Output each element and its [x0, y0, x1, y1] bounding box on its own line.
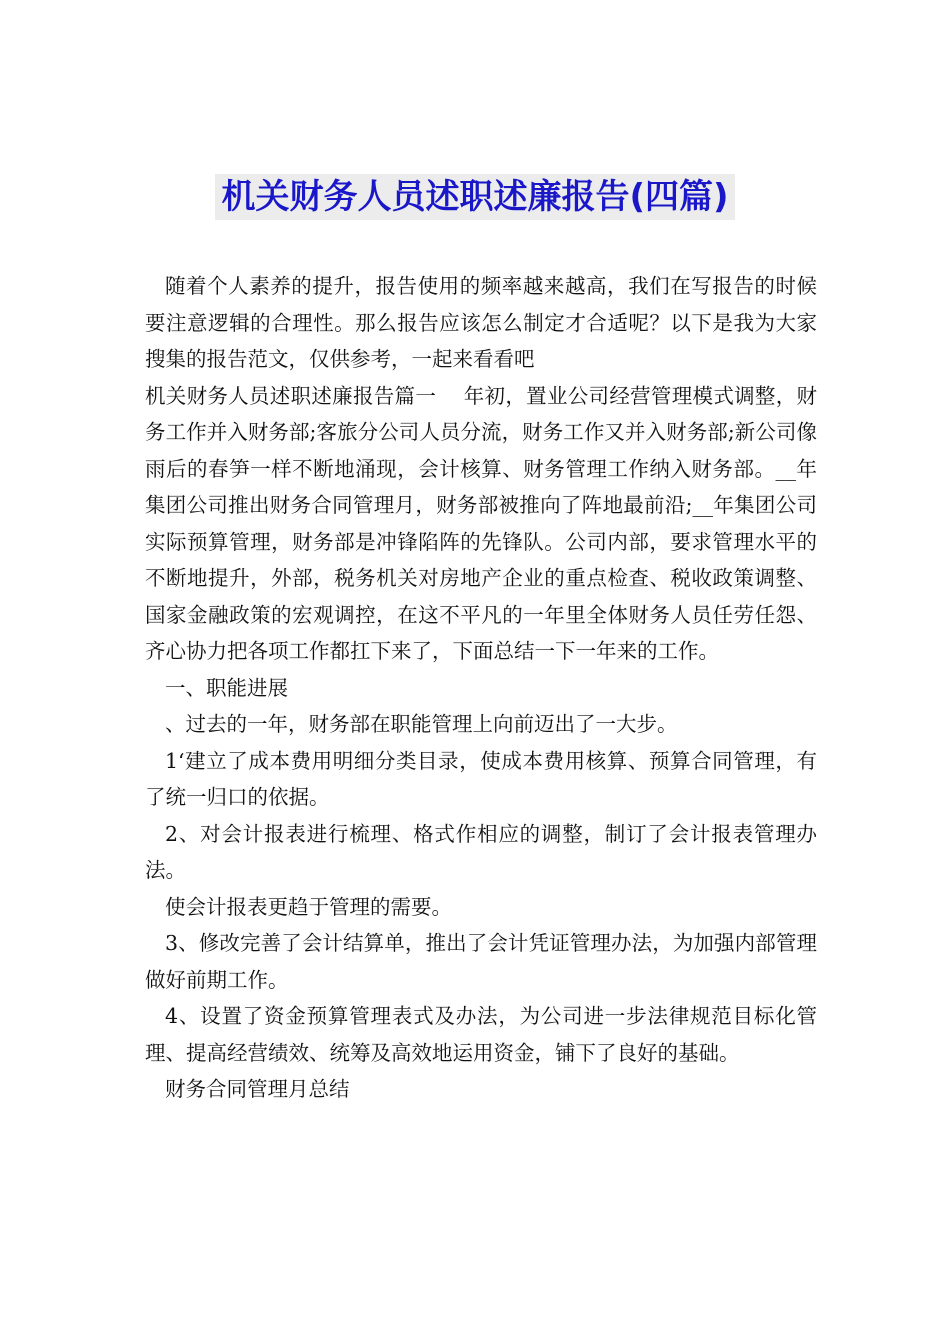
paragraph-contract-month: 财务合同管理月总结 — [165, 1077, 350, 1101]
section-heading-functions: 一、职能进展 — [165, 675, 288, 700]
document-body — [145, 268, 817, 1108]
paragraph-report-needs: 使会计报表更趋于管理的需要。 — [165, 894, 452, 919]
paragraph-intro: 随着个人素养的提升，报告使用的频率越来越高，我们在写报告的时候要注意逻辑的合理性。那么报告应该怎么制定才合适呢？以下是我为大家搜集的报告范文，仅供参考，一起来看看吧 — [145, 274, 817, 371]
list-item-4: 4、设置了资金预算管理表式及办法，为公司进一步法律规范目标化管理、提高经营绩效、统筹及高效地运用资金，铺下了良好的基础。 — [145, 1004, 817, 1065]
list-item-3: 3、修改完善了会计结算单，推出了会计凭证管理办法，为加强内部管理做好前期工作。 — [145, 931, 817, 992]
paragraph-past-year: 、过去的一年，财务部在职能管理上向前迈出了一大步。 — [165, 712, 678, 736]
document-title: 机关财务人员述职述廉报告(四篇) — [215, 174, 734, 220]
paragraph-report-one: 机关财务人员述职述廉报告篇一 年初，置业公司经营管理模式调整，财务工作并入财务部;客旅分公司人员分流，财务工作又并入财务部;新公司像雨后的春笋一样不断地涌现，会计核算、财务管理工作纳入财务部。__年集团公司推出财务合同管理月，财务部被推向了阵地最前沿;__年集团公司实际预算管理，财务部是冲锋陷阵的先锋队。公司内部，要求管理水平的不断地提升，外部，税务机关对房地产企业的重点检查、税收政策调整、国家金融政策的宏观调控，在这不平凡的一年里全体财务人员任劳任怨、齐心协力把各项工作都扛下来了，下面总结一下一年来的工作。 — [145, 383, 817, 663]
title-container — [0, 174, 950, 220]
list-item-1: 1‘建立了成本费用明细分类目录，使成本费用核算、预算合同管理，有了统一归口的依据。 — [145, 748, 817, 809]
list-item-2: 2、对会计报表进行梳理、格式作相应的调整，制订了会计报表管理办法。 — [145, 821, 817, 882]
